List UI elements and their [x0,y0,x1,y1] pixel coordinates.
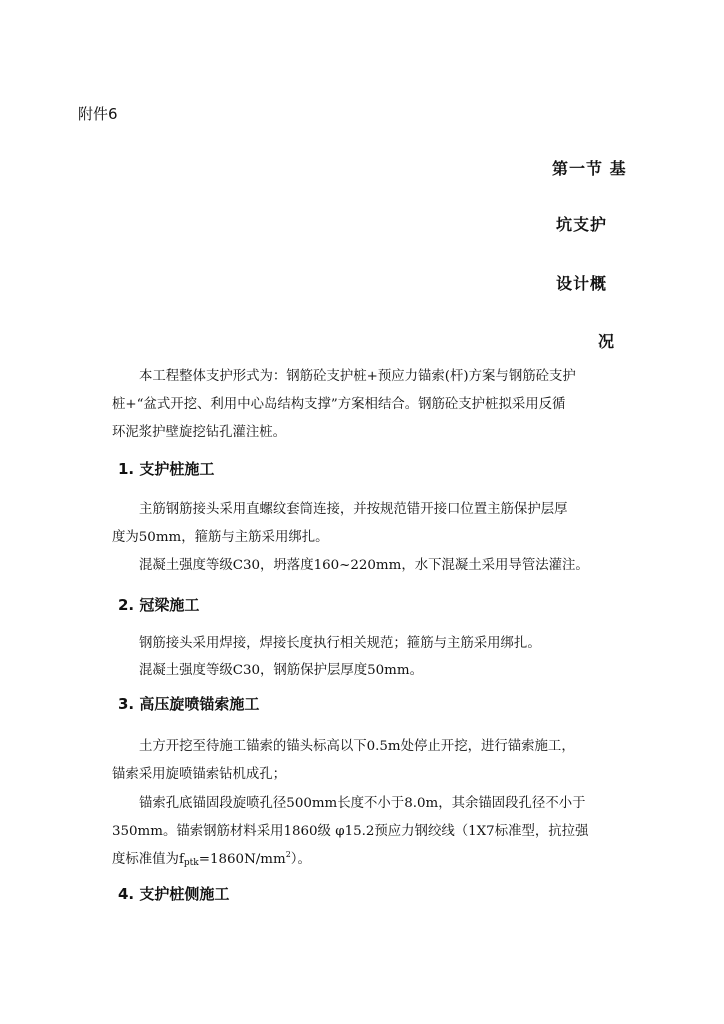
section-3-line-3: 锚索孔底锚固段旋喷孔径500mm长度不小于8.0m，其余锚固段孔径不小于 [139,796,586,811]
title-line-3: 设计概 [556,274,608,293]
intro-line-3: 环泥浆护壁旋挖钻孔灌注桩。 [112,425,287,440]
section-heading-2: 2. 冠梁施工 [118,596,200,614]
section-3-line-1: 土方开挖至待施工锚索的锚头标高以下0.5m处停止开挖，进行锚索施工， [139,739,575,754]
section-1-line-2: 度为50mm，箍筋与主筋采用绑扎。 [112,530,329,545]
formula-superscript: 2 [285,850,291,859]
section-2-line-2: 混凝土强度等级C30，钢筋保护层厚度50mm。 [139,663,423,678]
section-3-formula-line [112,848,311,868]
formula-subscript: ptk [183,858,199,868]
intro-line-2: 桩+“盆式开挖、利用中心岛结构支撑”方案相结合。钢筋砼支护桩拟采用反循 [112,397,566,412]
section-heading-3: 3. 高压旋喷锚索施工 [118,695,260,713]
formula-suffix: ）。 [290,852,311,867]
section-heading-4: 4. 支护桩侧施工 [118,885,230,903]
intro-line-1: 本工程整体支护形式为：钢筋砼支护桩+预应力锚索(杆)方案与钢筋砼支护 [139,369,576,384]
section-heading-1: 1. 支护桩施工 [118,460,215,478]
formula-prefix: 度标准值为f [112,852,184,867]
title-line-2: 坑支护 [556,215,608,234]
section-1-line-3: 混凝土强度等级C30，坍落度160~220mm，水下混凝土采用导管法灌注。 [139,558,589,573]
section-2-line-1: 钢筋接头采用焊接，焊接长度执行相关规范；箍筋与主筋采用绑扎。 [139,636,541,651]
formula-middle: =1860N/mm [198,852,286,867]
attachment-label: 附件6 [78,105,118,123]
section-3-line-4: 350mm。锚索钢筋材料采用1860级 φ15.2预应力钢绞线（1X7标准型，抗拉强 [112,824,589,839]
title-line-4: 况 [598,332,616,351]
section-3-line-2: 锚索采用旋喷锚索钻机成孔； [112,767,287,782]
section-1-line-1: 主筋钢筋接头采用直螺纹套筒连接，并按规范错开接口位置主筋保护层厚 [139,502,568,517]
title-line-1: 第一节 基 [552,159,627,178]
intro-paragraph [112,363,622,447]
